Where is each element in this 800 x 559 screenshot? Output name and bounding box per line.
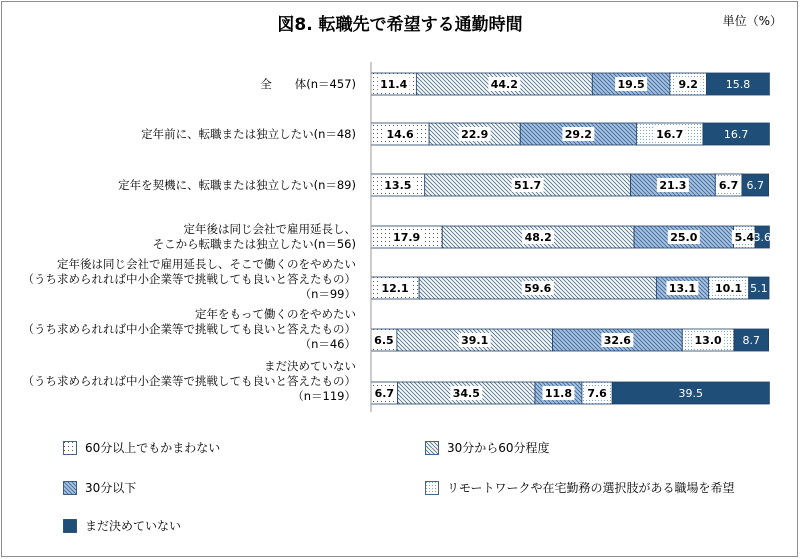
data-label: 8.7 [742,334,761,347]
data-label: 13.5 [384,179,412,192]
legend-item [425,439,550,456]
data-label: 48.2 [524,231,552,244]
legend-swatch [63,441,77,455]
data-label: 21.3 [659,179,687,192]
legend-item [63,479,136,496]
data-label: 32.6 [603,334,631,347]
data-label: 3.6 [753,231,771,244]
data-label: 5.1 [750,282,768,295]
data-label: 39.1 [461,334,489,347]
data-label: 9.2 [678,78,698,91]
category-label-line: （うち求められれば中小企業等で挑戦しても良いと答えたもの） [22,321,356,336]
data-label: 13.1 [668,282,697,295]
category-label-line: 定年後は同じ会社で雇用延長し、そこで働くのをやめたい [57,256,356,271]
data-label: 5.4 [734,231,755,244]
data-label: 59.6 [524,282,552,295]
legend-label: まだ決めていない [85,519,182,533]
category-label-line: 定年をもって働くのをやめたい [195,306,356,321]
legend-item [63,439,220,456]
data-label: 14.6 [386,128,414,141]
legend-swatch [425,441,439,455]
category-label-line: （うち求められれば中小企業等で挑戦しても良いと答えたもの） [22,271,356,286]
legend-label: 30分から60分程度 [447,441,550,455]
chart-title: 図8. 転職先で希望する通勤時間 [277,15,523,35]
category-label [260,77,356,92]
legend-item [425,479,735,496]
data-label: 16.7 [656,128,684,141]
legend-swatch [63,519,77,533]
category-label-line: （n＝119） [292,388,356,403]
category-label [153,222,356,252]
category-label-line: 定年を契機に、転職または独立したい(n＝89) [118,177,356,192]
data-label: 12.1 [381,282,409,295]
data-label: 6.5 [374,334,394,347]
data-label: 16.7 [723,128,749,141]
data-label: 7.6 [587,387,607,400]
legend-label: 30分以下 [85,481,137,495]
data-label: 51.7 [514,179,542,192]
legend-label: リモートワークや在宅勤務の選択肢がある職場を希望 [447,481,735,495]
data-label: 6.7 [374,387,395,400]
data-label: 10.1 [715,282,743,295]
data-label: 19.5 [617,78,645,91]
data-label: 11.4 [380,78,408,91]
data-label: 22.9 [461,128,489,141]
data-label: 6.7 [718,179,739,192]
data-label: 34.5 [452,387,480,400]
category-label-line: （うち求められれば中小企業等で挑戦しても良いと答えたもの） [22,373,356,388]
category-label-line: 定年前に、転職または独立したい(n＝48) [141,126,356,141]
category-label-line: （n＝99） [299,286,356,301]
category-label-line: まだ決めていない [264,358,356,373]
data-label: 44.2 [490,78,518,91]
category-label [118,178,356,193]
data-label: 39.5 [678,387,704,400]
category-label [141,127,356,142]
category-label-line: 全 体(n＝457) [260,76,356,91]
legend-label: 60分以上でもかまわない [85,441,221,455]
legend-swatch [63,481,77,495]
data-label: 25.0 [670,231,698,244]
category-label [23,359,357,404]
category-label-line: 定年後は同じ会社で雇用延長し、 [183,222,356,236]
category-label-line: そこから転職または独立したい(n＝56) [152,237,356,251]
legend-item [63,517,181,534]
category-label-line: （n＝46） [299,336,356,351]
data-label: 6.7 [746,179,765,192]
data-label: 29.2 [564,128,592,141]
data-label: 17.9 [393,231,421,244]
unit-label: 単位（%） [722,14,782,28]
category-label [23,307,357,352]
data-label: 13.0 [694,334,722,347]
data-label: 15.8 [725,78,751,91]
data-label: 11.8 [544,387,573,400]
legend-swatch [425,481,439,495]
category-label [23,257,357,302]
